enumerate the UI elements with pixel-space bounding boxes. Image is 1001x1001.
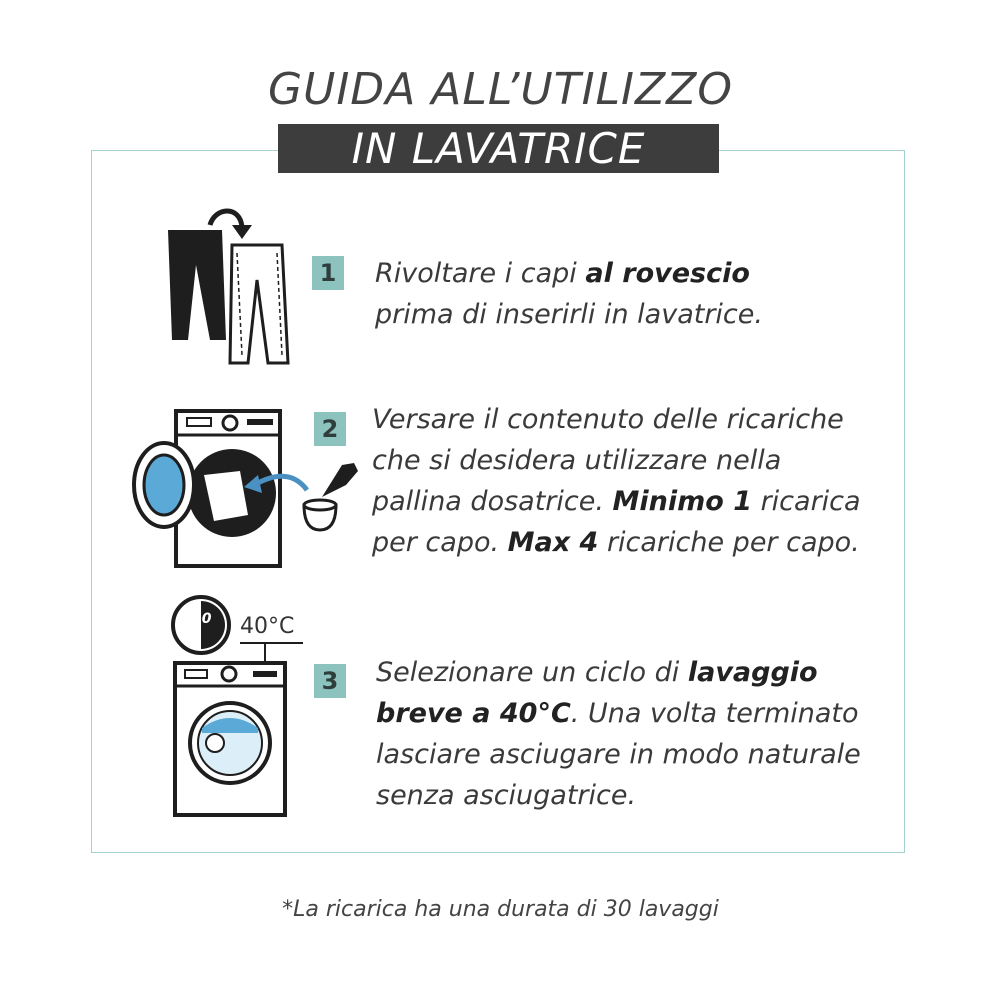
step-1-line-1a: Rivoltare i capi — [375, 258, 586, 289]
step-3-line-2a: breve a 40°C — [376, 698, 571, 729]
step-3-text — [376, 652, 861, 816]
step-3-line-3: lasciare asciugare in modo naturale — [376, 739, 861, 770]
step-2-line-4a: per capo. — [372, 527, 508, 558]
step-1-badge: 1 — [312, 256, 344, 290]
step-2-line-2: che si desidera utilizzare nella — [372, 445, 782, 476]
step-2-line-4b: Max 4 — [507, 527, 599, 558]
step-3-line-1b: lavaggio — [687, 657, 818, 688]
footnote: *La ricarica ha una durata di 30 lavaggi — [282, 897, 719, 922]
subtitle-bar — [278, 124, 719, 173]
page-subtitle: IN LAVATRICE — [351, 124, 646, 173]
step-2-line-4c: ricariche per capo. — [598, 527, 860, 558]
timer-label: 20 — [192, 611, 212, 627]
step-3-line-2b: . Una volta terminato — [570, 698, 859, 729]
step-2-line-3c: ricarica — [752, 486, 861, 517]
step-1-line-2: prima di inserirli in lavatrice. — [375, 299, 763, 330]
step-2-line-1: Versare il contenuto delle ricariche — [372, 404, 844, 435]
step-3-badge: 3 — [314, 664, 346, 698]
step-2-line-3b: Minimo 1 — [612, 486, 752, 517]
trousers-inside-out-icon — [160, 205, 295, 370]
temperature-label: 40°C — [240, 614, 295, 639]
step-2-text — [372, 399, 861, 563]
step-2-badge: 2 — [314, 412, 346, 446]
step-1-line-1b: al rovescio — [585, 258, 750, 289]
step-3-line-4: senza asciugatrice. — [376, 780, 637, 811]
step-3-line-1a: Selezionare un ciclo di — [376, 657, 688, 688]
page-title: GUIDA ALL’UTILIZZO — [268, 64, 733, 115]
step-2-line-3a: pallina dosatrice. — [372, 486, 613, 517]
step-1-text — [375, 253, 763, 335]
